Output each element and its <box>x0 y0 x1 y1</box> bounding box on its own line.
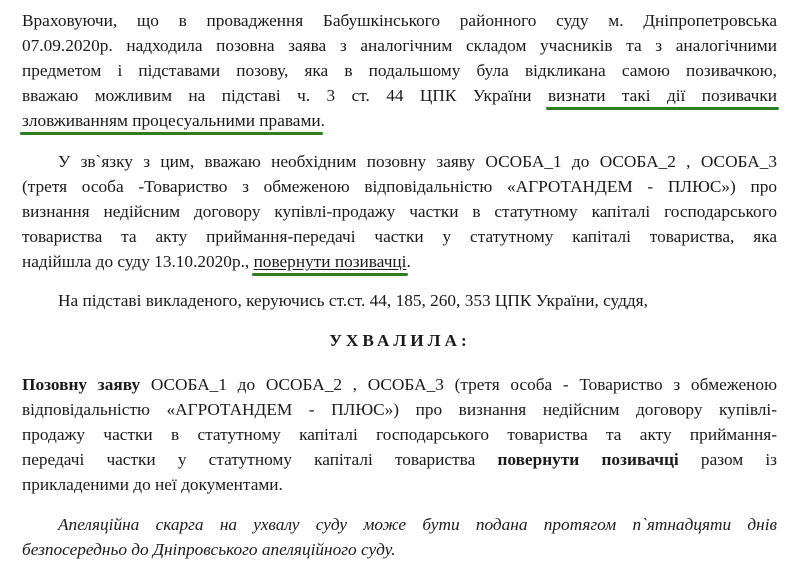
paragraph-2-line-5-text: надійшла до суду 13.10.2020р., <box>22 252 254 271</box>
highlight-abuse-of-rights-part-2: зловживанням процесуальними правами <box>22 111 321 130</box>
paragraph-4-line-5: прикладеними до неї документами. <box>22 475 283 494</box>
paragraph-1-line-4 <box>22 85 777 107</box>
highlight-return-to-plaintiff: повернути позивачці <box>253 252 407 271</box>
paragraph-4-line-1 <box>22 374 777 396</box>
paragraph-4-line-2: відповідальністю «АГРОТАНДЕМ - ПЛЮС») про визнання недійсним договору купівлі- <box>22 400 777 419</box>
paragraph-1-line-5 <box>22 110 777 132</box>
ruling-heading: УХВАЛИЛА: <box>329 331 471 350</box>
paragraph-4-line-1-text: ОСОБА_1 до ОСОБА_2 , ОСОБА_3 (третя особа - Товариство з обмеженою <box>150 375 777 394</box>
paragraph-1-line-5-end: . <box>320 111 325 130</box>
paragraph-4-bold-lead: Позовну заяву <box>22 375 141 394</box>
paragraph-5-line-1: Апеляційна скарга на ухвалу суду може бути подана протягом п`ятнадцяти днів <box>58 515 777 534</box>
paragraph-4-line-4-end: разом із <box>700 450 778 469</box>
paragraph-1-line-2: 07.09.2020р. надходила позовна заява з аналогічним складом учасників та з аналогічними <box>22 36 777 55</box>
paragraph-4-line-3: продажу частки в статутному капіталі господарського товариства та акту приймання- <box>22 425 777 444</box>
paragraph-2-line-1: У зв`язку з цим, вважаю необхідним позовну заяву ОСОБА_1 до ОСОБА_2 , ОСОБА_3 <box>58 152 777 171</box>
paragraph-2-line-5 <box>22 251 777 273</box>
paragraph-5-line-2: безпосередньо до Дніпровського апеляційного суду. <box>22 540 396 559</box>
paragraph-2-line-4: товариства та акту приймання-передачі частки у статутному капіталі товариства, яка <box>22 227 777 246</box>
paragraph-4-bold-return: повернути позивачці <box>497 450 679 469</box>
paragraph-2-line-5-end: . <box>406 252 411 271</box>
paragraph-4-line-4 <box>22 449 777 471</box>
highlight-abuse-of-rights-part-1: визнати такі дії позивачки <box>547 86 777 105</box>
paragraph-3-line-1: На підставі викладеного, керуючись ст.ст. 44, 185, 260, 353 ЦПК України, суддя, <box>58 291 648 310</box>
paragraph-1-line-3: предметом і підставами позову, яка в подальшому була відкликана самою позивачкою, <box>22 61 777 80</box>
paragraph-2-line-3: визнання недійсним договору купівлі-продажу частки в статутному капіталі господарського <box>22 202 777 221</box>
paragraph-1-line-1: Враховуючи, що в провадження Бабушкінського районного суду м. Дніпропетровська <box>22 11 777 30</box>
paragraph-4-line-4-text: передачі частки у статутному капіталі товариства <box>22 450 498 469</box>
paragraph-2-line-2: (третя особа -Товариство з обмеженою відповідальністю «АГРОТАНДЕМ - ПЛЮС») про <box>22 177 777 196</box>
paragraph-1-line-4-text: вважаю можливим на підставі ч. 3 ст. 44 ЦПК України <box>22 86 532 105</box>
